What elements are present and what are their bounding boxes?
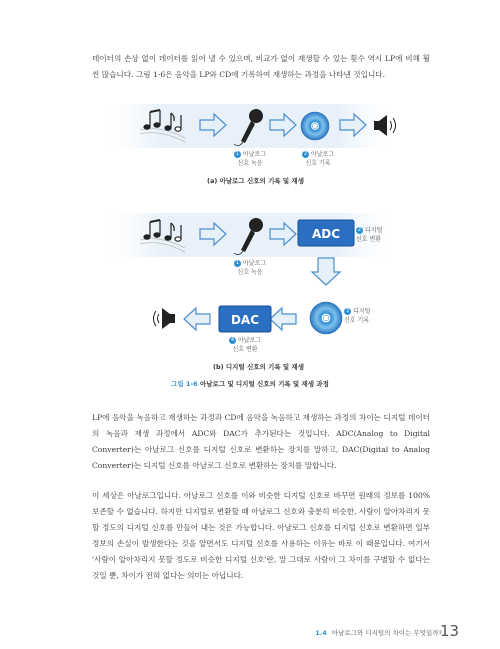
step-label: 디지털 신호 변환 [356, 227, 383, 243]
label-analog-record-a [220, 150, 280, 168]
step-label: 디지털 신호 기록 [344, 308, 371, 324]
body-paragraph-2: LP에 음악을 녹음하고 재생하는 과정과 CD에 음악을 녹음하고 재생하는 과정의 차이는 디지털 데이터의 녹음과 재생 과정에서 ADC와 DAC가 추가된다는 것입니다. ADC(Analog to Digital Converter)는 아날로그 신호를 디지털 신호로 변환하는 장치를 말하고, DAC(Digital to Analog Converter)는 디지털 신호를 아날로그 신호로 변환하는 장치를 말합니다. [92, 412, 430, 470]
label-analog-record-b [220, 259, 280, 277]
footer-title: 아날로그와 디지털의 차이는 무엇일까? [331, 629, 442, 637]
footer-section: 1.4 [315, 629, 327, 637]
caption-a: (a) 아날로그 신호의 기록 및 재생 [207, 177, 304, 185]
down-arrow-icon [312, 258, 340, 285]
intro-paragraph: 데이터의 손상 없이 데이터를 읽어 낼 수 있으며, 비교가 없이 재생할 수 있는 횟수 역시 LP에 비해 훨씬 많습니다. 그림 1-6은 음악을 LP와 CD에 기록하여 재생하는 과정을 나타낸 것입니다. [92, 53, 430, 79]
step-label: 아날로그 신호 기록 [305, 151, 335, 167]
adc-label: ADC [311, 227, 341, 241]
page-number: 13 [440, 622, 460, 640]
step-number-badge: 1 [235, 151, 239, 157]
dac-label: DAC [230, 313, 260, 327]
label-digital-convert [356, 226, 406, 244]
figure-caption [0, 379, 500, 388]
step-label: 아날로그 신호 녹음 [237, 260, 267, 276]
page-footer [315, 628, 442, 637]
step-label: 아날로그 신호 변환 [232, 337, 262, 353]
step-number-badge: 3 [345, 308, 350, 314]
step-number-badge: 2 [357, 227, 362, 233]
speaker-icon [154, 308, 176, 329]
figure-number: 그림 1-6 [171, 380, 198, 388]
step-number-badge: 4 [230, 337, 234, 343]
body-paragraph-3: 이 세상은 아날로그입니다. 아날로그 신호를 이와 비슷한 디지털 신호로 바꾸면 원래의 정보를 100% 보존할 수 없습니다. 하지만 디지털로 변환할 때 아날로그 신호와 충분히 비슷한, 사람이 알아차리지 못할 정도의 디지털 신호를 만들어 내는 것은 가능합니다. 아날로그 신호를 디지털 신호로 변환하면 일부 정보의 손실이 발생한다는 것을 알면서도 디지털 신호를 사용하는 이유는 바로 이 때문입니다. 여기서 '사람이 알아차리지 못할 정도로 비슷한 디지털 신호'란, 말 그대로 사람이 그 차이를 구별할 수 없다는 것일 뿐, 차이가 전혀 없다는 의미는 아닙니다. [92, 490, 430, 580]
label-digital-store [344, 307, 394, 325]
figure-caption-text: 아날로그 및 디지털 신호의 기록 및 재생 과정 [199, 380, 329, 388]
step-number-badge: 2 [303, 151, 307, 157]
step-label: 아날로그 신호 녹음 [237, 151, 267, 167]
label-analog-convert [215, 336, 275, 354]
step-number-badge: 1 [235, 260, 239, 266]
label-analog-store-a [288, 150, 348, 168]
caption-b: (b) 디지털 신호의 기록 및 재생 [213, 363, 304, 371]
